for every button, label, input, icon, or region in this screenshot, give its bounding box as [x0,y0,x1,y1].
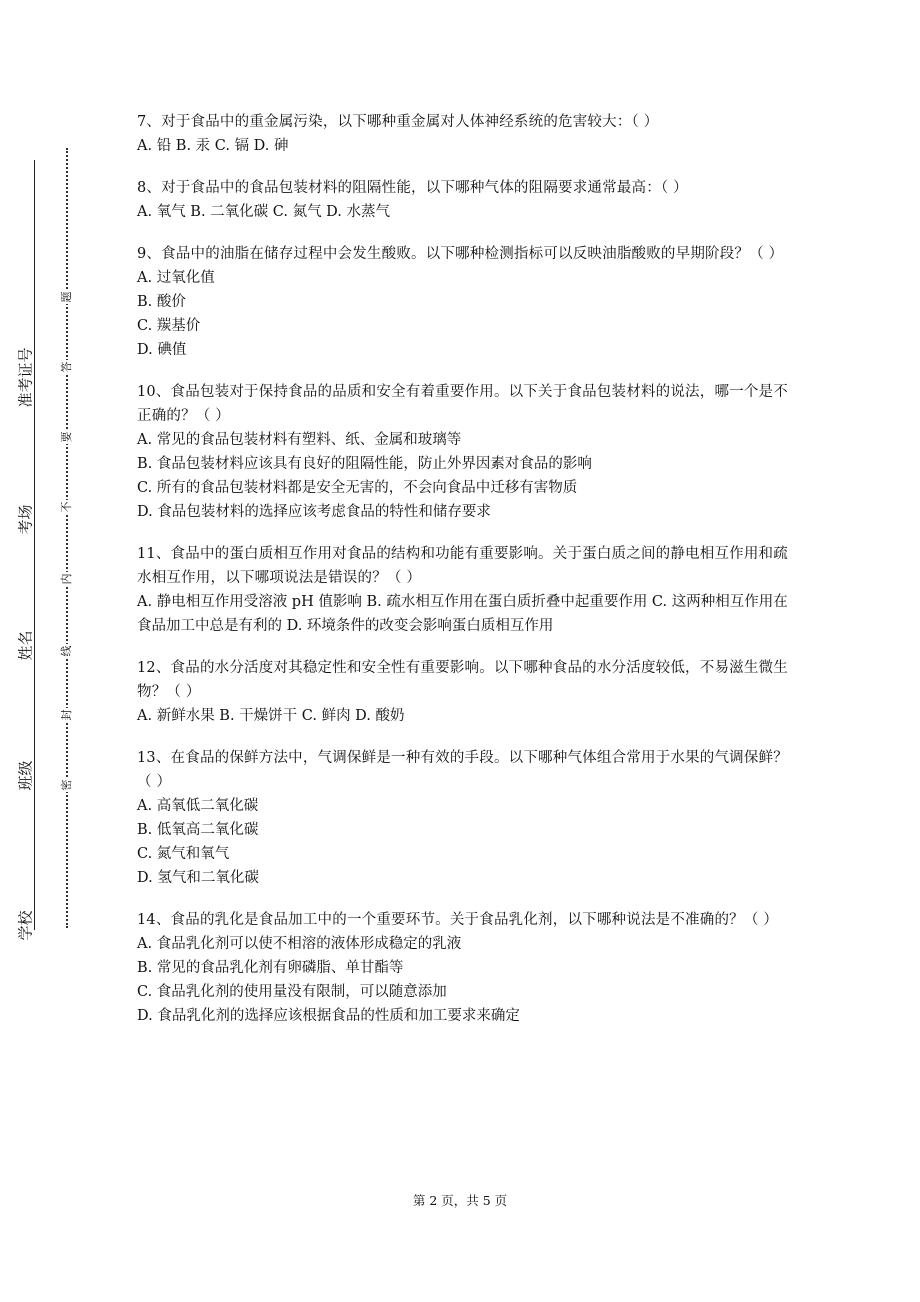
question-13 [137,746,797,890]
question-9 [137,242,797,362]
question-stem: 14、食品的乳化是食品加工中的一个重要环节。关于食品乳化剂，以下哪种说法是不准确的？（ ） [137,912,779,928]
seal-char: 题 [60,291,73,303]
option-c: C. 羰基价 [137,318,201,334]
option-d: D. 食品乳化剂的选择应该根据食品的性质和加工要求来确定 [137,1008,520,1024]
school-field-label: 学校 [16,910,35,941]
option-b: B. 酸价 [137,294,186,310]
option-b: B. 食品包装材料应该具有良好的阻隔性能，防止外界因素对食品的影响 [137,456,592,472]
question-stem: 10、食品包装对于保持食品的品质和安全有着重要作用。以下关于食品包装材料的说法，哪一个是不正确的？（ ） [137,384,788,424]
option-b: B. 常见的食品乳化剂有卵磷脂、单甘酯等 [137,960,404,976]
option-d: D. 食品包装材料的选择应该考虑食品的特性和储存要求 [137,504,491,520]
seal-dotted-line [66,148,68,928]
exam-room-field-label: 考场 [16,504,35,535]
question-options: A. 新鲜水果 B. 干燥饼干 C. 鲜肉 D. 酸奶 [137,708,405,724]
question-stem: 9、食品中的油脂在储存过程中会发生酸败。以下哪种检测指标可以反映油脂酸败的早期阶段？（ ） [137,246,784,262]
question-8 [137,176,797,224]
option-c: C. 所有的食品包装材料都是安全无害的，不会向食品中迁移有害物质 [137,480,578,496]
option-c: C. 食品乳化剂的使用量没有限制，可以随意添加 [137,984,447,1000]
page-number-footer: 第 2 页，共 5 页 [412,1193,508,1208]
seal-char: 密 [60,779,73,791]
option-d: D. 碘值 [137,342,187,358]
question-options: A. 氧气 B. 二氧化碳 C. 氮气 D. 水蒸气 [137,204,391,220]
option-a: A. 过氧化值 [137,270,215,286]
question-7 [137,110,797,158]
question-stem: 8、对于食品中的食品包装材料的阻隔性能，以下哪种气体的阻隔要求通常最高：（ ） [137,180,688,196]
binding-solid-line [34,160,35,930]
seal-char: 不 [60,501,73,513]
question-stem: 7、对于食品中的重金属污染，以下哪种重金属对人体神经系统的危害较大：（ ） [137,114,659,130]
option-b: B. 低氧高二氧化碳 [137,822,259,838]
option-d: D. 氢气和二氧化碳 [137,870,259,886]
seal-char: 要 [60,431,73,443]
option-a: A. 高氧低二氧化碳 [137,798,259,814]
question-10 [137,380,797,524]
seal-char: 线 [60,645,73,657]
question-stem: 12、食品的水分活度对其稳定性和安全性有重要影响。以下哪种食品的水分活度较低，不易滋生微生物？（ ） [137,660,788,700]
question-options: A. 铅 B. 汞 C. 镉 D. 砷 [137,138,289,154]
question-list [137,110,797,1046]
binding-margin [0,0,95,1302]
question-stem: 11、食品中的蛋白质相互作用对食品的结构和功能有重要影响。关于蛋白质之间的静电相互作用和疏水相互作用，以下哪项说法是错误的？（ ） [137,546,788,586]
question-12 [137,656,797,728]
question-options: A. 静电相互作用受溶液 pH 值影响 B. 疏水相互作用在蛋白质折叠中起重要作用 C. 这两种相互作用在食品加工中总是有利的 D. 环境条件的改变会影响蛋白质相互作用 [137,594,788,634]
ticket-number-field-label: 准考证号 [16,347,35,408]
question-11 [137,542,797,638]
option-c: C. 氮气和氧气 [137,846,230,862]
question-14 [137,908,797,1028]
seal-char: 答 [60,361,73,373]
class-field-label: 班级 [16,760,35,791]
seal-char: 内 [60,573,73,585]
name-field-label: 姓名 [16,630,35,661]
option-a: A. 食品乳化剂可以使不相溶的液体形成稳定的乳液 [137,936,462,952]
seal-char: 封 [60,709,73,721]
option-a: A. 常见的食品包装材料有塑料、纸、金属和玻璃等 [137,432,462,448]
question-stem: 13、在食品的保鲜方法中，气调保鲜是一种有效的手段。以下哪种气体组合常用于水果的气调保鲜？（ ） [137,750,788,790]
